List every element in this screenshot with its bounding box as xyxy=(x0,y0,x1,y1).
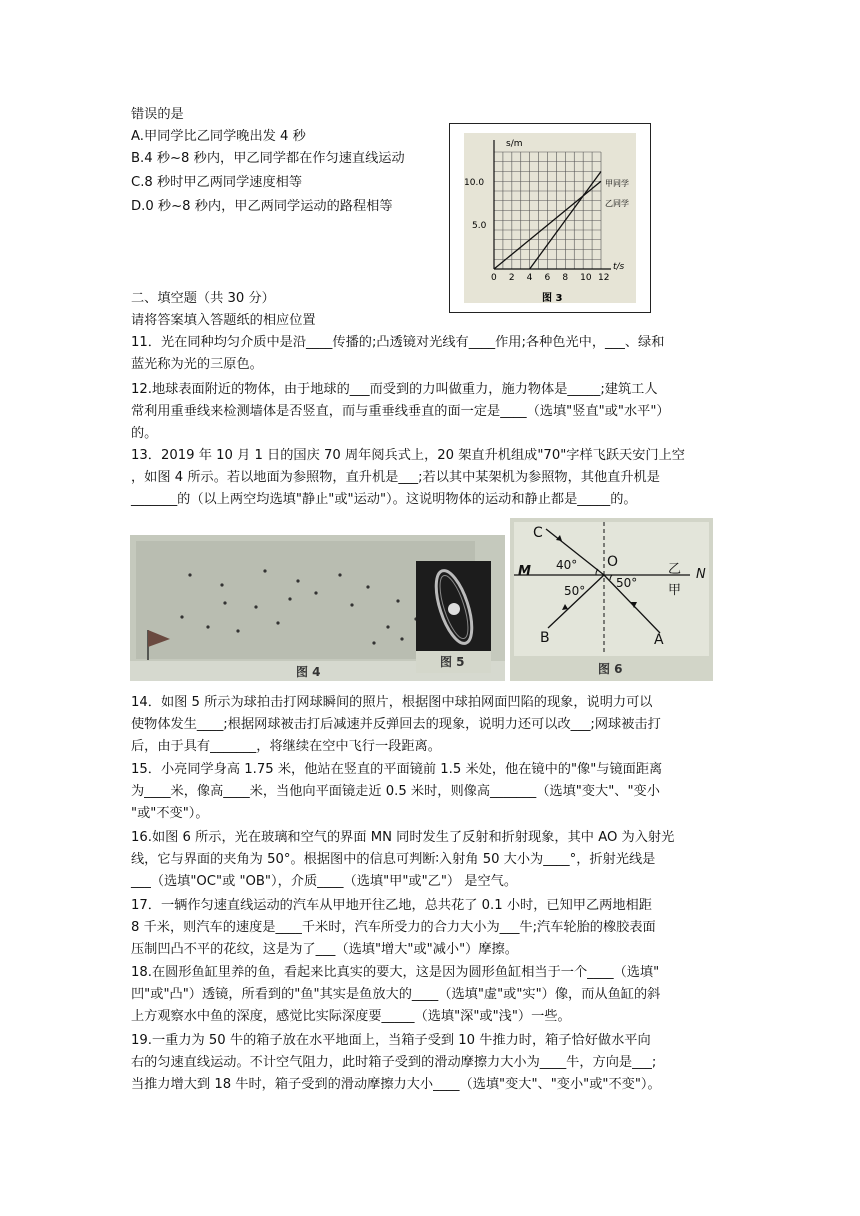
fig3-xtick-label: 6 xyxy=(544,273,551,283)
q10-option-b: B.4 秒~8 秒内，甲乙同学都在作匀速直线运动 xyxy=(131,151,405,166)
q16-line-1: 16.如图 6 所示，光在玻璃和空气的界面 MN 同时发生了反射和折射现象，其中 AO 为入射光 xyxy=(131,830,675,845)
fig3-xlabel: t/s xyxy=(613,262,625,272)
fig3-xtick-label: 2 xyxy=(508,273,515,283)
fig6-label-jia: 甲 xyxy=(668,583,682,598)
q14-line-1: 14．如图 5 所示为球拍击打网球瞬间的照片，根据图中球拍网面凹陷的现象，说明力可以 xyxy=(131,695,653,710)
fig3-label-yi: 乙同学 xyxy=(605,199,629,208)
fig3-xtick-label: 0 xyxy=(491,273,497,283)
q14-line-3: 后，由于具有_______，将继续在空中飞行一段距离。 xyxy=(131,739,441,754)
fig3-xtick-label: 10 xyxy=(580,273,592,283)
fig5-caption: 图 5 xyxy=(440,655,465,669)
fig3-label-jia: 甲同学 xyxy=(605,179,629,188)
q13-line-3: _______的（以上两空均选填"静止"或"运动"）。这说明物体的运动和静止都是_____的。 xyxy=(131,492,637,507)
q18-line-1: 18.在圆形鱼缸里养的鱼，看起来比真实的要大，这是因为圆形鱼缸相当于一个____（选填" xyxy=(131,965,660,980)
fig3-ytick-10: 10.0 xyxy=(464,178,485,188)
q12-line-3: 的。 xyxy=(131,426,158,441)
figure-6 xyxy=(510,518,713,681)
q15-line-2: 为____米，像高____米，当他向平面镜走近 0.5 米时，则像高_______（选填"变大"、"变小 xyxy=(131,784,660,799)
q17-line-3: 压制凹凸不平的花纹，这是为了___（选填"增大"或"减小"）摩擦。 xyxy=(131,942,518,957)
q10-intro: 错误的是 xyxy=(131,107,184,122)
fig6-diagram xyxy=(510,518,713,681)
section2-title: 二、填空题（共 30 分） xyxy=(131,291,275,306)
q13-line-1: 13．2019 年 10 月 1 日的国庆 70 周年阅兵式上，20 架直升机组成"70"字样飞跃天安门上空 xyxy=(131,448,685,463)
fig3-caption: 图 3 xyxy=(542,293,563,304)
q18-line-2: 凹"或"凸"）透镜，所看到的"鱼"其实是鱼放大的____（选填"虚"或"实"）像，而从鱼缸的斜 xyxy=(131,987,661,1002)
q10-option-d: D.0 秒~8 秒内，甲乙两同学运动的路程相等 xyxy=(131,199,393,214)
figure-5 xyxy=(416,561,491,673)
q14-line-2: 使物体发生____;根据网球被击打后减速并反弹回去的现象，说明力还可以改___;网球被击打 xyxy=(131,717,661,732)
fig3-chart xyxy=(450,124,650,312)
q19-line-3: 当推力增大到 18 牛时，箱子受到的滑动摩擦力大小____（选填"变大"、"变小"或"不变"）。 xyxy=(131,1077,661,1092)
q11-line-2: 蓝光称为光的三原色。 xyxy=(131,357,263,372)
q11-line-1: 11．光在同种均匀介质中是沿____传播的;凸透镜对光线有____作用;各种色光中，___、绿和 xyxy=(131,335,665,350)
q12-line-2: 常利用重垂线来检测墙体是否竖直，而与重垂线垂直的面一定是____（选填"竖直"或"水平"） xyxy=(131,404,670,419)
fig6-label-angle50-right: 50° xyxy=(616,576,638,590)
fig6-label-angle40: 40° xyxy=(556,558,578,572)
fig6-label-c: C xyxy=(533,525,543,541)
fig6-label-angle50-left: 50° xyxy=(564,584,586,598)
q17-line-2: 8 千米，则汽车的速度是____千米时，汽车所受力的合力大小为___牛;汽车轮胎的橡胶表面 xyxy=(131,920,656,935)
q13-line-2: ，如图 4 所示。若以地面为参照物，直升机是___;若以其中某架机为参照物，其他直升机是 xyxy=(131,470,660,485)
q10-option-c: C.8 秒时甲乙两同学速度相等 xyxy=(131,175,303,190)
q19-line-1: 19.一重力为 50 牛的箱子放在水平地面上，当箱子受到 10 牛推力时，箱子恰好做水平向 xyxy=(131,1033,651,1048)
fig3-xtick-label: 12 xyxy=(598,273,610,283)
figure-3 xyxy=(449,123,651,313)
section2-instruction: 请将答案填入答题纸的相应位置 xyxy=(131,313,316,328)
q10-option-a: A.甲同学比乙同学晚出发 4 秒 xyxy=(131,129,306,144)
fig3-xtick-label: 4 xyxy=(526,273,533,283)
q16-line-2: 线，它与界面的夹角为 50°。根据图中的信息可判断∶入射角 50 大小为____°，折射光线是 xyxy=(131,852,656,867)
fig6-label-m: M xyxy=(518,564,531,579)
fig5-racket xyxy=(416,561,491,661)
fig6-caption: 图 6 xyxy=(598,662,623,676)
q15-line-3: "或"不变"）。 xyxy=(131,806,209,821)
fig6-label-b: B xyxy=(540,630,550,646)
q18-line-3: 上方观察水中鱼的深度，感觉比实际深度要_____（选填"深"或"浅"）一些。 xyxy=(131,1009,571,1024)
q17-line-1: 17．一辆作匀速直线运动的汽车从甲地开往乙地，总共花了 0.1 小时，已知甲乙两地相距 xyxy=(131,898,652,913)
q19-line-2: 右的匀速直线运动。不计空气阻力，此时箱子受到的滑动摩擦力大小为____牛，方向是___; xyxy=(131,1055,657,1070)
q12-line-1: 12.地球表面附近的物体，由于地球的___而受到的力叫做重力，施力物体是_____;建筑工人 xyxy=(131,382,658,397)
fig6-label-yi: 乙 xyxy=(668,562,682,577)
q15-line-1: 15．小亮同学身高 1.75 米，他站在竖直的平面镜前 1.5 米处，他在镜中的"像"与镜面距离 xyxy=(131,762,663,777)
fig3-ylabel: s/m xyxy=(506,139,523,149)
fig6-label-o: O xyxy=(607,554,619,570)
fig3-ytick-5: 5.0 xyxy=(472,221,487,231)
fig6-label-n: N xyxy=(696,567,706,582)
fig3-xtick-label: 8 xyxy=(562,273,569,283)
q16-line-3: ___（选填"OC"或 "OB"），介质____（选填"甲"或"乙"） 是空气。 xyxy=(131,874,518,889)
fig4-caption: 图 4 xyxy=(296,665,321,679)
fig6-label-a: A xyxy=(654,632,664,648)
